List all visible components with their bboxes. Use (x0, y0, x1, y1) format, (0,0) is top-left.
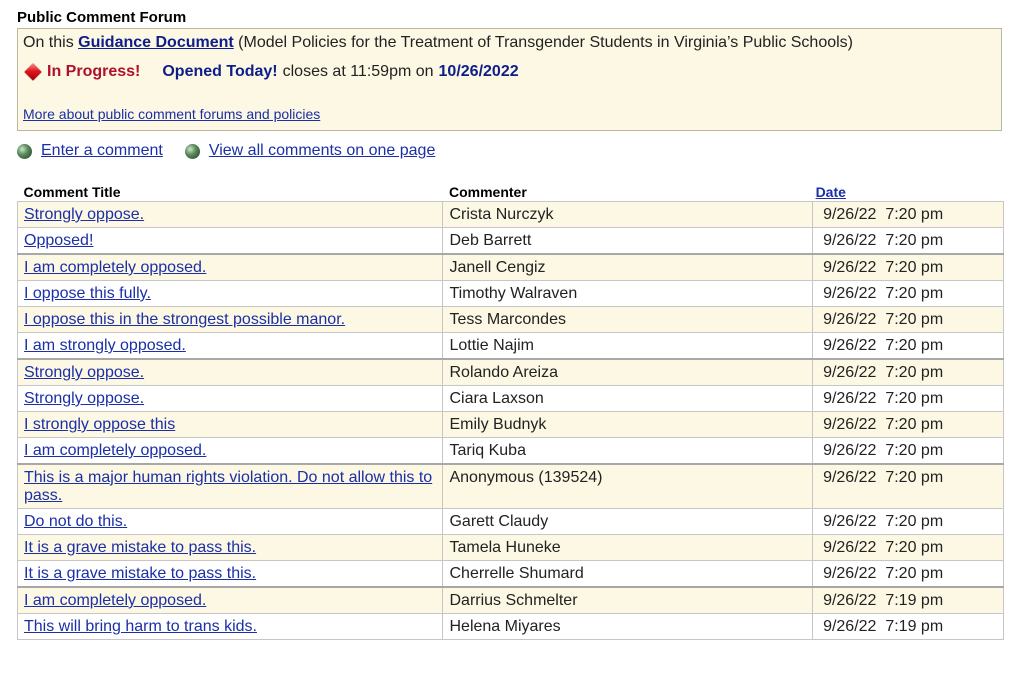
column-header-commenter: Commenter (448, 184, 527, 200)
red-diamond-icon (25, 64, 42, 81)
forum-title: Public Comment Forum (17, 9, 187, 26)
comment-title-link[interactable]: I oppose this fully. (24, 285, 151, 302)
column-header-date-sort[interactable]: Date (815, 184, 846, 200)
comment-date: 9/26/22 7:20 pm (813, 254, 1004, 281)
comment-date: 9/26/22 7:20 pm (813, 438, 1004, 465)
comment-date: 9/26/22 7:20 pm (813, 359, 1004, 386)
comment-title-link[interactable]: It is a grave mistake to pass this. (24, 539, 257, 556)
comment-row (18, 333, 1004, 360)
comment-date: 9/26/22 7:20 pm (813, 333, 1004, 360)
commenter-name: Garett Claudy (443, 509, 813, 535)
more-about-forums-link[interactable]: More about public comment forums and policies (23, 106, 321, 122)
comment-title-link[interactable]: I am completely opposed. (24, 259, 207, 276)
comment-row (18, 228, 1004, 255)
comment-title-link[interactable]: I oppose this in the strongest possible manor. (24, 311, 346, 328)
comment-title-cell (18, 509, 443, 535)
comment-title-cell (18, 359, 443, 386)
commenter-name: Deb Barrett (443, 228, 813, 255)
comment-title-link[interactable]: Strongly oppose. (24, 364, 145, 381)
comment-title-cell (18, 535, 443, 561)
comments-table (17, 181, 1004, 640)
comment-row (18, 535, 1004, 561)
comment-row (18, 509, 1004, 535)
comment-row (18, 254, 1004, 281)
comment-title-cell (18, 614, 443, 640)
comment-date: 9/26/22 7:20 pm (813, 535, 1004, 561)
commenter-name: Tariq Kuba (443, 438, 813, 465)
commenter-name: Helena Miyares (443, 614, 813, 640)
commenter-name: Tess Marcondes (443, 307, 813, 333)
comment-date: 9/26/22 7:20 pm (813, 464, 1004, 509)
comment-title-cell (18, 333, 443, 360)
comment-title-link[interactable]: I strongly oppose this (24, 416, 176, 433)
comment-date: 9/26/22 7:20 pm (813, 561, 1004, 588)
comment-row (18, 412, 1004, 438)
comment-title-link[interactable]: This is a major human rights violation. Do not allow this to pass. (24, 469, 433, 504)
comment-title-link[interactable]: Strongly oppose. (24, 390, 145, 407)
commenter-name: Ciara Laxson (443, 386, 813, 412)
comment-date: 9/26/22 7:20 pm (813, 202, 1004, 228)
enter-comment-link[interactable]: Enter a comment (41, 142, 163, 159)
green-bullet-icon (185, 144, 200, 159)
comment-title-cell (18, 561, 443, 588)
comment-date: 9/26/22 7:20 pm (813, 386, 1004, 412)
comment-title-cell (18, 307, 443, 333)
comment-title-link[interactable]: Strongly oppose. (24, 206, 145, 223)
comment-date: 9/26/22 7:20 pm (813, 509, 1004, 535)
comment-row (18, 281, 1004, 307)
document-line (23, 34, 853, 52)
commenter-name: Cherrelle Shumard (443, 561, 813, 588)
comment-title-link[interactable]: I am completely opposed. (24, 592, 207, 609)
view-all-comments-link[interactable]: View all comments on one page (208, 142, 436, 159)
forum-actions (17, 142, 435, 160)
comment-date: 9/26/22 7:20 pm (813, 412, 1004, 438)
comment-title-link[interactable]: I am strongly opposed. (24, 337, 186, 354)
comment-row (18, 614, 1004, 640)
commenter-name: Rolando Areiza (443, 359, 813, 386)
column-header-title: Comment Title (23, 184, 121, 200)
comment-title-cell (18, 438, 443, 465)
comment-title-cell (18, 254, 443, 281)
comment-date: 9/26/22 7:19 pm (813, 587, 1004, 614)
comment-row (18, 359, 1004, 386)
comment-title-cell (18, 281, 443, 307)
comment-title-link[interactable]: Do not do this. (24, 513, 128, 530)
comment-row (18, 587, 1004, 614)
comment-title-cell (18, 228, 443, 255)
green-bullet-icon (17, 144, 32, 159)
comment-title-link[interactable]: This will bring harm to trans kids. (24, 618, 257, 635)
commenter-name: Lottie Najim (443, 333, 813, 360)
comment-title-cell (18, 412, 443, 438)
comment-row (18, 438, 1004, 465)
comment-row (18, 202, 1004, 228)
document-description: (Model Policies for the Treatment of Transgender Students in Virginia’s Public Schools) (238, 34, 854, 51)
comment-row (18, 561, 1004, 588)
closes-text: closes at 11:59pm on (282, 63, 434, 80)
comment-date: 9/26/22 7:20 pm (813, 228, 1004, 255)
commenter-name: Anonymous (139524) (443, 464, 813, 509)
document-info-box (17, 28, 1002, 131)
status-line (24, 63, 519, 81)
commenter-name: Timothy Walraven (443, 281, 813, 307)
commenter-name: Janell Cengiz (443, 254, 813, 281)
guidance-document-link[interactable]: Guidance Document (78, 34, 234, 51)
status-in-progress: In Progress! (47, 63, 141, 80)
comment-title-link[interactable]: I am completely opposed. (24, 442, 207, 459)
comment-title-cell (18, 464, 443, 509)
commenter-name: Emily Budnyk (443, 412, 813, 438)
comment-date: 9/26/22 7:20 pm (813, 307, 1004, 333)
comment-title-link[interactable]: Opposed! (24, 232, 94, 249)
opened-today-label: Opened Today! (162, 63, 278, 80)
comment-row (18, 464, 1004, 509)
comment-date: 9/26/22 7:19 pm (813, 614, 1004, 640)
commenter-name: Crista Nurczyk (443, 202, 813, 228)
comment-title-link[interactable]: It is a grave mistake to pass this. (24, 565, 257, 582)
commenter-name: Darrius Schmelter (443, 587, 813, 614)
comment-title-cell (18, 202, 443, 228)
document-prefix: On this (23, 34, 74, 51)
comment-title-cell (18, 587, 443, 614)
comment-title-cell (18, 386, 443, 412)
commenter-name: Tamela Huneke (443, 535, 813, 561)
comment-row (18, 307, 1004, 333)
close-date: 10/26/2022 (438, 63, 519, 80)
comment-date: 9/26/22 7:20 pm (813, 281, 1004, 307)
comment-row (18, 386, 1004, 412)
